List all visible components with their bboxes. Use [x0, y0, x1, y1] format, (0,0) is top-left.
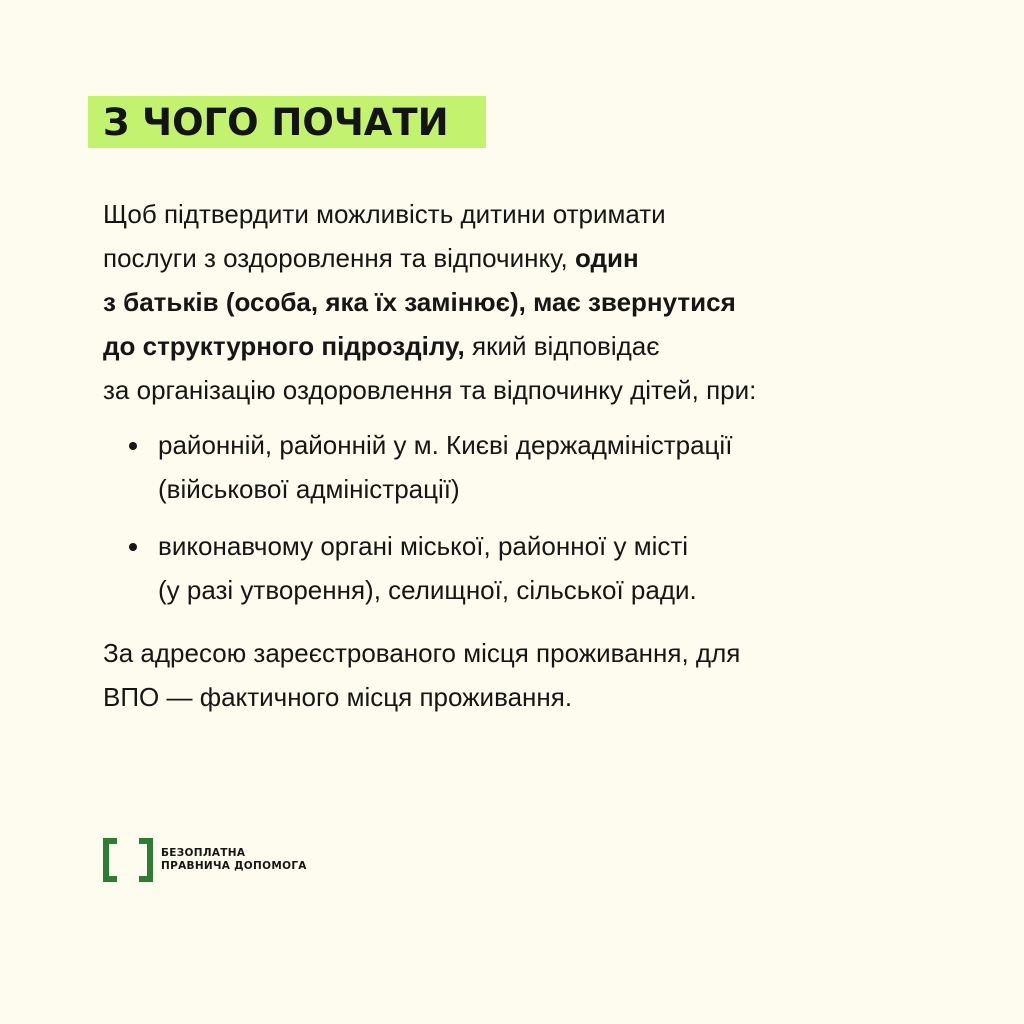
bullet-dot-icon [129, 543, 137, 551]
list-item [129, 524, 963, 612]
logo-text [161, 847, 307, 873]
bullet-dot-icon [129, 442, 137, 450]
intro-bold-3: до структурного підрозділу, [103, 331, 465, 361]
logo-text-line: БЕЗОПЛАТНА [161, 847, 246, 859]
intro-text-4: за організацію оздоровлення та відпочинку дітей, при: [103, 375, 757, 405]
bullet-list [103, 423, 963, 612]
logo-text-line: ПРАВНИЧА ДОПОМОГА [161, 860, 307, 872]
list-item-line: виконавчому органі міської, районної у місті [158, 531, 689, 561]
intro-text-3: який відповідає [472, 331, 660, 361]
intro-paragraph [103, 192, 963, 412]
logo [103, 838, 307, 882]
address-text-1: За адресою зареєстрованого місця проживання, для [103, 638, 741, 668]
list-item [129, 423, 963, 511]
address-paragraph [103, 631, 963, 719]
intro-text-2: послуги з оздоровлення та відпочинку, [103, 243, 568, 273]
right-bracket-icon [139, 838, 153, 882]
brackets-logo-icon [103, 838, 153, 882]
intro-bold-1: один [575, 243, 639, 273]
list-item-line: (військової адміністрації) [158, 474, 460, 504]
page-title: З ЧОГО ПОЧАТИ [103, 100, 449, 144]
page-title-highlight [88, 96, 486, 148]
main-content [103, 192, 963, 719]
list-item-line: районній, районній у м. Києві держадміністрації [158, 430, 733, 460]
list-item-line: (у разі утворення), селищної, сільської ради. [158, 575, 697, 605]
intro-bold-2: з батьків (особа, яка їх замінює), має звернутися [103, 287, 736, 317]
intro-text-1: Щоб підтвердити можливість дитини отримати [103, 199, 666, 229]
left-bracket-icon [103, 838, 117, 882]
address-text-2: ВПО — фактичного місця проживання. [103, 682, 573, 712]
